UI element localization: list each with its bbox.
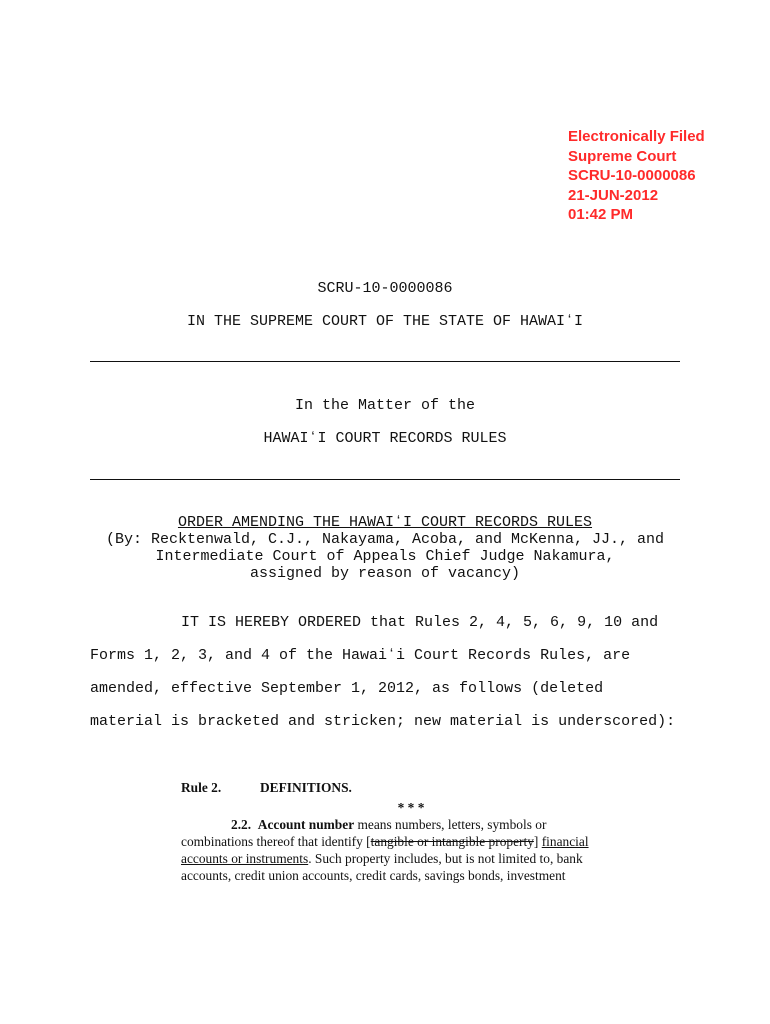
electronic-filing-stamp <box>568 127 705 225</box>
case-number: SCRU-10-0000086 <box>317 280 453 297</box>
rule-heading <box>181 779 621 799</box>
ellipsis-stars: * * * <box>397 800 425 815</box>
stamp-line: Supreme Court <box>568 147 677 165</box>
inserted-text: financial accounts or instruments <box>181 834 589 866</box>
deleted-text: tangible or intangible property <box>370 834 534 849</box>
order-title: ORDER AMENDING THE HAWAIʻI COURT RECORDS RULES <box>177 514 593 531</box>
definition-text: means numbers, letters, symbols or combinations thereof that identify [ <box>181 817 547 849</box>
definition-text: . Such property includes, but is not limited to, bank accounts, credit union accounts, credit cards, savings bonds, investment <box>181 851 583 883</box>
divider-top <box>90 361 680 362</box>
order-body-line: material is bracketed and stricken; new material is underscored): <box>90 713 676 730</box>
section-number: 2.2. <box>231 817 252 832</box>
order-by-line: Intermediate Court of Appeals Chief Judge Nakamura, <box>155 548 615 565</box>
order-by-line: (By: Recktenwald, C.J., Nakayama, Acoba, and McKenna, JJ., and <box>105 531 665 548</box>
defined-term: Account number <box>257 817 355 832</box>
rule-excerpt <box>181 779 621 884</box>
order-body-line: Forms 1, 2, 3, and 4 of the Hawaiʻi Court Records Rules, are <box>90 647 631 664</box>
matter-title: HAWAIʻI COURT RECORDS RULES <box>263 430 507 447</box>
definition-paragraph <box>181 816 621 884</box>
order-body-line: IT IS HEREBY ORDERED that Rules 2, 4, 5, 6, 9, 10 and <box>181 614 659 631</box>
divider-bottom <box>90 479 680 480</box>
stamp-line: 21-JUN-2012 <box>568 186 659 204</box>
court-name: IN THE SUPREME COURT OF THE STATE OF HAWAIʻI <box>186 313 584 330</box>
rule-title: DEFINITIONS. <box>260 780 352 795</box>
stamp-line: Electronically Filed <box>568 128 705 145</box>
matter-line: In the Matter of the <box>294 397 476 414</box>
definition-text: ] <box>533 834 542 849</box>
rule-label: Rule 2. <box>181 780 222 795</box>
order-by-line: assigned by reason of vacancy) <box>249 565 521 582</box>
order-body-line: amended, effective September 1, 2012, as follows (deleted <box>90 680 604 697</box>
stamp-line: SCRU-10-0000086 <box>568 167 696 184</box>
stamp-line: 01:42 PM <box>568 206 634 223</box>
